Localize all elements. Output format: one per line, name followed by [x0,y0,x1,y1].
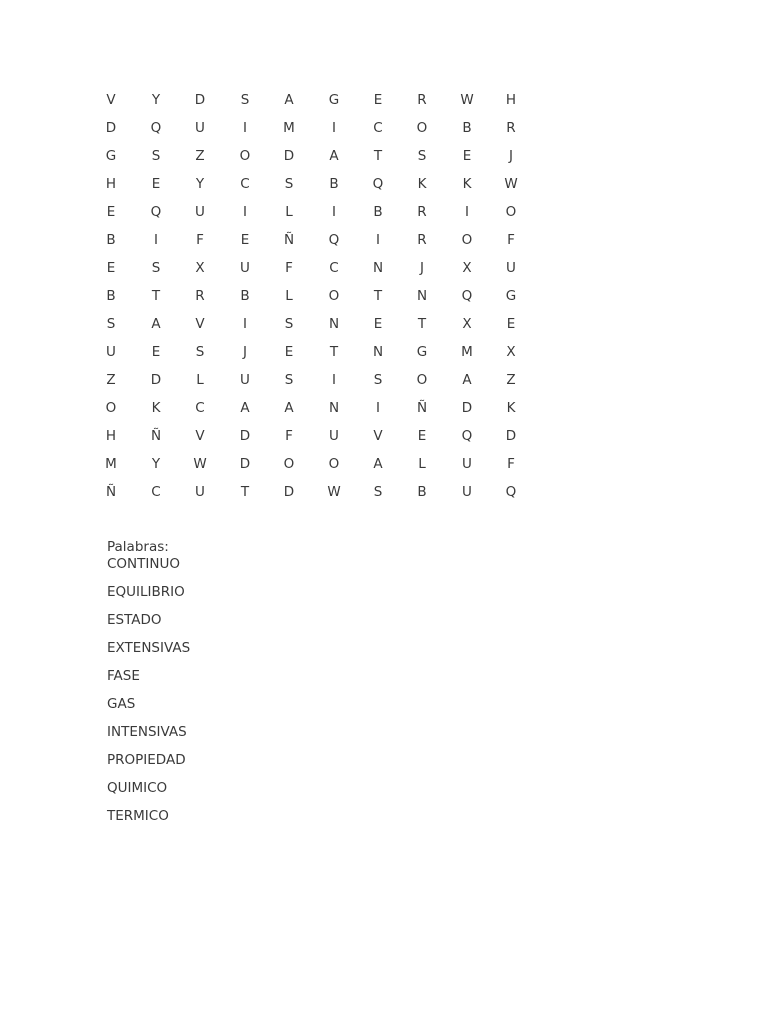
grid-letter: X [506,344,516,360]
grid-letter: Y [151,92,161,108]
grid-letter: R [506,120,516,136]
grid-letter: U [240,372,250,388]
grid-letter: W [504,176,518,192]
word-item: INTENSIVAS [107,724,187,740]
grid-letter: E [106,204,116,220]
grid-letter: C [373,120,383,136]
grid-letter: S [151,260,161,276]
grid-letter: M [105,456,117,472]
grid-letter: U [329,428,339,444]
grid-letter: V [106,92,116,108]
grid-letter: E [284,344,294,360]
grid-letter: I [376,400,380,416]
grid-letter: I [243,120,247,136]
word-item: EQUILIBRIO [107,584,185,600]
grid-letter: N [328,400,340,416]
grid-letter: T [417,316,427,332]
word-list-section [107,539,190,836]
grid-letter: D [505,428,517,444]
grid-letter: O [416,372,428,388]
grid-letter: O [505,204,517,220]
grid-letter: L [418,456,426,472]
grid-letter: G [328,92,340,108]
grid-letter: S [284,176,294,192]
grid-letter: B [417,484,427,500]
grid-letter: A [329,148,339,164]
grid-letter: Y [195,176,205,192]
grid-letter: E [106,260,116,276]
grid-letter: S [373,484,383,500]
grid-letter: E [240,232,250,248]
grid-letter: I [243,204,247,220]
grid-letter: V [373,428,383,444]
grid-letter: I [243,316,247,332]
grid-letter: C [240,176,250,192]
grid-letter: D [150,372,162,388]
grid-letter: V [195,316,205,332]
grid-letter: E [506,316,516,332]
grid-letter: J [509,148,513,164]
grid-letter: C [329,260,339,276]
grid-letter: I [154,232,158,248]
grid-letter: R [195,288,205,304]
grid-letter: S [373,372,383,388]
grid-letter: T [240,484,250,500]
grid-letter: R [417,92,427,108]
grid-letter: Q [372,176,384,192]
grid-letter: O [461,232,473,248]
word-list-title: Palabras: [107,539,169,555]
grid-letter: U [195,204,205,220]
grid-letter: N [372,344,384,360]
word-item: EXTENSIVAS [107,640,191,656]
grid-letter: W [460,92,474,108]
grid-letter: O [328,456,340,472]
word-item: FASE [107,668,140,684]
grid-letter: K [462,176,472,192]
grid-letter: Q [505,484,517,500]
grid-letter: B [106,232,116,248]
grid-letter: Q [150,120,162,136]
grid-letter: F [507,456,515,472]
word-item: PROPIEDAD [107,752,186,768]
word-item: TERMICO [107,808,169,824]
grid-letter: S [151,148,161,164]
grid-letter: E [462,148,472,164]
word-item: ESTADO [107,612,162,628]
grid-letter: S [284,372,294,388]
grid-letter: I [376,232,380,248]
grid-letter: J [420,260,424,276]
grid-letter: N [372,260,384,276]
grid-letter: G [416,344,428,360]
grid-letter: L [285,288,293,304]
grid-letter: X [462,260,472,276]
grid-letter: D [105,120,117,136]
grid-letter: Y [151,456,161,472]
word-item: GAS [107,696,136,712]
grid-letter: S [106,316,116,332]
grid-letter: U [106,344,116,360]
grid-letter: D [194,92,206,108]
grid-letter: A [240,400,250,416]
grid-letter: I [332,372,336,388]
grid-letter: T [151,288,161,304]
grid-letter: E [151,344,161,360]
grid-letter: B [462,120,472,136]
grid-letter: O [105,400,117,416]
grid-letter: H [105,176,117,192]
grid-letter: Ñ [105,484,117,500]
grid-letter: U [240,260,250,276]
grid-letter: C [195,400,205,416]
grid-letter: R [417,204,427,220]
grid-letter: E [373,92,383,108]
grid-letter: S [417,148,427,164]
grid-letter: I [332,204,336,220]
grid-letter: T [329,344,339,360]
grid-letter: F [285,260,293,276]
grid-letter: G [505,288,517,304]
grid-letter: U [195,120,205,136]
grid-letter: A [284,400,294,416]
grid-letter: K [506,400,516,416]
grid-letter: X [195,260,205,276]
grid-letter: Q [328,232,340,248]
grid-letter: U [462,484,472,500]
grid-letter: D [283,484,295,500]
grid-letter: Z [195,148,205,164]
grid-letter: S [284,316,294,332]
grid-letter: I [332,120,336,136]
grid-letter: S [240,92,250,108]
grid-letter: L [196,372,204,388]
grid-letter: U [506,260,516,276]
grid-letter: B [106,288,116,304]
grid-letter: A [284,92,294,108]
grid-letter: N [416,288,428,304]
grid-letter: B [329,176,339,192]
grid-letter: K [417,176,427,192]
word-list [107,556,190,836]
grid-letter: M [283,120,295,136]
grid-letter: G [105,148,117,164]
grid-letter: C [151,484,161,500]
grid-letter: V [195,428,205,444]
grid-letter: J [243,344,247,360]
grid-letter: Q [150,204,162,220]
grid-letter: Z [506,372,516,388]
grid-letter: X [462,316,472,332]
grid-letter: Z [106,372,116,388]
grid-letter: T [373,288,383,304]
grid-letter: Ñ [283,232,295,248]
grid-letter: B [240,288,250,304]
grid-letter: M [461,344,473,360]
grid-letter: I [465,204,469,220]
grid-letter: F [285,428,293,444]
grid-letter: O [239,148,251,164]
grid-letter: Q [461,288,473,304]
grid-letter: E [373,316,383,332]
grid-letter: H [105,428,117,444]
grid-letter: O [328,288,340,304]
grid-letter: D [239,428,251,444]
grid-letter: D [283,148,295,164]
grid-letter: Q [461,428,473,444]
grid-letter: B [373,204,383,220]
grid-letter: A [151,316,161,332]
grid-letter: W [327,484,341,500]
grid-letter: S [195,344,205,360]
grid-letter: F [507,232,515,248]
grid-letter: A [462,372,472,388]
grid-letter: F [196,232,204,248]
grid-letter: H [505,92,517,108]
grid-letter: E [417,428,427,444]
word-item: CONTINUO [107,556,180,572]
grid-letter: L [285,204,293,220]
grid-letter: D [239,456,251,472]
word-item: QUIMICO [107,780,168,796]
grid-letter: O [283,456,295,472]
grid-letter: T [373,148,383,164]
grid-letter: K [151,400,161,416]
grid-letter: R [417,232,427,248]
grid-letter: O [416,120,428,136]
grid-letter: A [373,456,383,472]
grid-letter: N [328,316,340,332]
grid-letter: E [151,176,161,192]
grid-letter: Ñ [150,428,162,444]
grid-letter: U [195,484,205,500]
grid-letter: W [193,456,207,472]
grid-letter: D [461,400,473,416]
grid-letter: Ñ [416,400,428,416]
grid-letter: U [462,456,472,472]
